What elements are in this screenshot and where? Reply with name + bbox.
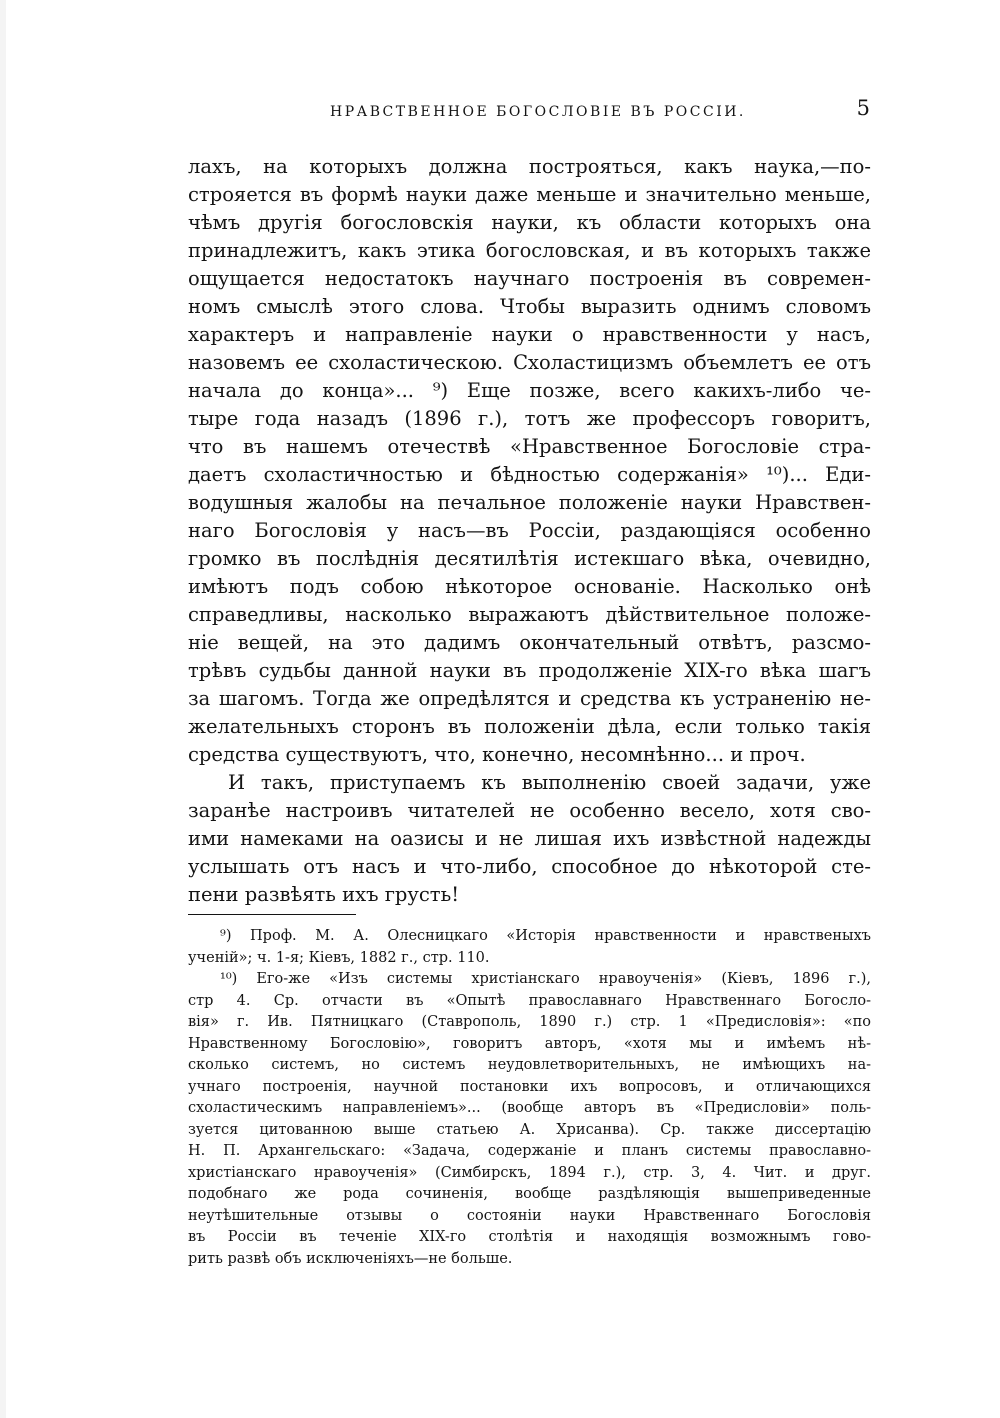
text-line: номъ смыслѣ этого слова. Чтобы выразить однимъ словомъ — [188, 295, 871, 318]
footnote-line: Н. П. Архангельскаго: «Задача, содержаніе и планъ системы православно- — [188, 1143, 871, 1159]
text-line: ими намеками на оазисы и не лишая ихъ извѣстной надежды — [188, 827, 871, 850]
footnote-line: христіанскаго нравоученія» (Симбирскъ, 1894 г.), стр. 3, 4. Чит. и друг. — [188, 1164, 871, 1181]
footnote-line: Нравственному Богословію», говоритъ авторъ, «хотя мы и имѣемъ нѣ- — [188, 1035, 871, 1052]
text-line: И такъ, приступаемъ къ выполненію своей задачи, уже — [228, 771, 871, 794]
text-line: водушныя жалобы на печальное положеніе науки Нравствен- — [188, 491, 871, 514]
text-line: строяется въ формѣ науки даже меньше и значительно меньше, — [188, 183, 871, 206]
footnote-line: подобнаго же рода сочиненія, вообще раздѣляющія вышеприведенные — [188, 1186, 871, 1202]
text-line: что въ нашемъ отечествѣ «Нравственное Богословіе стра- — [188, 435, 871, 458]
footnotes — [188, 926, 871, 1270]
text-line: наго Богословія у насъ—въ Россіи, раздающіяся особенно — [188, 519, 871, 542]
footnote-line: ¹⁰) Его-же «Изъ системы христіанскаго нравоученія» (Кіевъ, 1896 г.), — [220, 971, 871, 987]
text-line: заранѣе настроивъ читателей не особенно весело, хотя сво- — [188, 799, 871, 822]
footnote-line: ученій»; ч. 1-я; Кіевъ, 1882 г., стр. 110. — [188, 949, 490, 966]
text-line: громко въ послѣднія десятилѣтія истекшаго вѣка, очевидно, — [188, 547, 871, 570]
footnote-line: зуется цитованною выше статьею А. Хрисанва). Ср. также диссертацію — [188, 1121, 871, 1138]
footnote-line: ⁹) Проф. М. А. Олесницкаго «Исторія нравственности и нравственыхъ — [220, 928, 871, 944]
running-head — [190, 96, 870, 126]
text-line: начала до конца»... ⁹) Еще позже, всего какихъ-либо че- — [188, 379, 871, 402]
text-line: даетъ схоластичностью и бѣдностью содержанія» ¹⁰)... Еди- — [188, 463, 871, 486]
text-line: средства существуютъ, что, конечно, несомнѣнно... и проч. — [188, 743, 806, 766]
scan-edge-left — [0, 0, 6, 1418]
text-line: чѣмъ другія богословскія науки, къ области которыхъ она — [188, 211, 871, 234]
text-line: трѣвъ судьбы данной науки въ продолженіе XIX-го вѣка шагъ — [188, 659, 871, 682]
running-title: НРАВСТВЕННОЕ БОГОСЛОВІЕ ВЪ РОССІИ. — [330, 104, 746, 120]
text-line: лахъ, на которыхъ должна построяться, какъ наука,—по- — [188, 155, 871, 178]
footnote-line: вія» г. Ив. Пятницкаго (Ставрополь, 1890 г.) стр. 1 «Предисловія»: «по — [188, 1014, 871, 1030]
text-line: услышать отъ насъ и что-либо, способное до нѣкоторой сте- — [188, 855, 871, 878]
footnote-line: въ Россіи въ теченіе XIX-го столѣтія и находящія возможнымъ гово- — [188, 1229, 871, 1245]
footnote-line: схоластическимъ направленіемъ»... (вообще авторъ въ «Предисловіи» поль- — [188, 1100, 871, 1116]
footnote-line: учнаго построенія, научной постановки ихъ вопросовъ, и отличающихся — [188, 1078, 871, 1095]
footnote-line: рить развѣ объ исключеніяхъ—не больше. — [188, 1250, 513, 1267]
text-line: имѣютъ подъ собою нѣкоторое основаніе. Насколько онѣ — [188, 575, 871, 598]
footnote-line: стр 4. Ср. отчасти въ «Опытѣ православнаго Нравственнаго Богосло- — [188, 992, 871, 1009]
text-line: желательныхъ сторонъ въ положеніи дѣла, если только такія — [188, 715, 871, 738]
text-line: ощущается недостатокъ научнаго построенія въ современ- — [188, 267, 871, 290]
text-line: принадлежитъ, какъ этика богословская, и въ которыхъ также — [188, 239, 871, 262]
footnote-divider — [188, 914, 356, 915]
footnote-line: неутѣшительные отзывы о состояніи науки Нравственнаго Богословія — [188, 1207, 871, 1224]
text-line: характеръ и направленіе науки о нравственности у насъ, — [188, 323, 871, 346]
text-line: пени развѣять ихъ грусть! — [188, 883, 460, 906]
main-text — [188, 153, 871, 909]
text-line: ніе вещей, на это дадимъ окончательный отвѣтъ, разсмо- — [188, 631, 871, 654]
footnote-line: сколько системъ, но системъ неудовлетворительныхъ, не имѣющихъ на- — [188, 1057, 871, 1073]
text-line: за шагомъ. Тогда же опредѣлятся и средства къ устраненію не- — [188, 687, 871, 710]
text-line: назовемъ ее схоластическою. Схоластицизмъ объемлетъ ее отъ — [188, 351, 871, 374]
text-line: тыре года назадъ (1896 г.), тотъ же профессоръ говоритъ, — [188, 407, 871, 430]
page-number: 5 — [856, 96, 870, 120]
text-line: справедливы, насколько выражаютъ дѣйствительное положе- — [188, 603, 871, 626]
